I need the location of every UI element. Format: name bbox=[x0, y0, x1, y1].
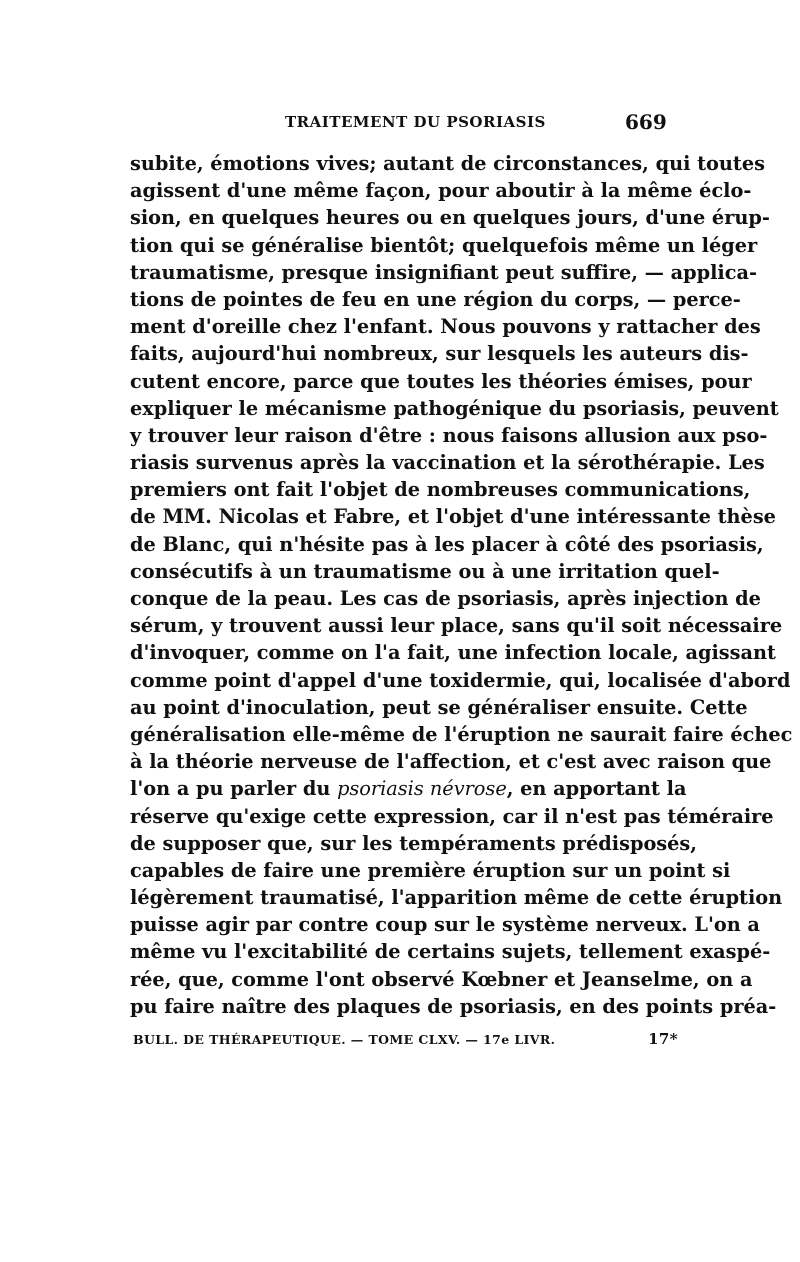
text-line: à la théorie nerveuse de l'affection, et c'est avec raison que bbox=[130, 750, 772, 774]
text-line: expliquer le mécanisme pathogénique du psoriasis, peuvent bbox=[130, 396, 779, 420]
text-line: même vu l'excitabilité de certains sujets, tellement exaspé- bbox=[130, 940, 771, 964]
line-start: l'on a pu parler du bbox=[130, 777, 338, 801]
signature-mark: 17* bbox=[648, 1030, 678, 1048]
body-text bbox=[130, 150, 793, 1020]
text-line: pu faire naître des plaques de psoriasis, en des points préa- bbox=[130, 994, 777, 1018]
page-footer bbox=[133, 1032, 678, 1047]
text-line: conque de la peau. Les cas de psoriasis, après injection de bbox=[130, 587, 761, 610]
text-line: au point d'inoculation, peut se généraliser ensuite. Cette bbox=[130, 695, 748, 719]
text-line: légèrement traumatisé, l'apparition même de cette éruption bbox=[130, 886, 783, 910]
text-line: réserve qu'exige cette expression, car il n'est pas téméraire bbox=[130, 804, 774, 828]
text-line: y trouver leur raison d'être : nous faisons allusion aux pso- bbox=[130, 423, 768, 447]
line-end: , en apportant la bbox=[506, 777, 687, 801]
page-number: 669 bbox=[625, 110, 667, 134]
italic-term: psoriasis névrose bbox=[337, 777, 507, 801]
text-line: de MM. Nicolas et Fabre, et l'objet d'une intéressante thèse bbox=[130, 505, 776, 529]
text-line: premiers ont fait l'objet de nombreuses communications, bbox=[130, 478, 751, 502]
running-title: TRAITEMENT DU PSORIASIS bbox=[285, 113, 546, 131]
text-line-with-italic bbox=[130, 775, 687, 802]
text-line: comme point d'appel d'une toxidermie, qui, localisée d'abord bbox=[130, 668, 791, 692]
text-line: d'invoquer, comme on l'a fait, une infection locale, agissant bbox=[130, 641, 776, 665]
text-line: tion qui se généralise bientôt; quelquefois même un léger bbox=[130, 233, 758, 257]
text-line: de Blanc, qui n'hésite pas à les placer à côté des psoriasis, bbox=[130, 532, 764, 556]
text-line: faits, aujourd'hui nombreux, sur lesquels les auteurs dis- bbox=[130, 342, 749, 366]
text-line: tions de pointes de feu en une région du corps, — perce- bbox=[130, 287, 741, 311]
text-line: rée, que, comme l'ont observé Kœbner et Jeanselme, on a bbox=[130, 967, 753, 991]
footer-text: BULL. DE THÉRAPEUTIQUE. — TOME CLXV. — 17e LIVR. bbox=[133, 1032, 556, 1047]
text-line: cutent encore, parce que toutes les théories émises, pour bbox=[130, 369, 752, 393]
text-line: traumatisme, presque insignifiant peut suffire, — applica- bbox=[130, 260, 757, 284]
text-line: ment d'oreille chez l'enfant. Nous pouvons y rattacher des bbox=[130, 315, 761, 339]
text-line: sérum, y trouvent aussi leur place, sans qu'il soit nécessaire bbox=[130, 614, 783, 638]
text-line: subite, émotions vives; autant de circonstances, qui toutes bbox=[130, 152, 765, 175]
text-line: consécutifs à un traumatisme ou à une irritation quel- bbox=[130, 559, 720, 583]
text-line: généralisation elle-même de l'éruption ne saurait faire échec bbox=[130, 722, 793, 746]
text-line: puisse agir par contre coup sur le système nerveux. L'on a bbox=[130, 913, 760, 937]
text-line: sion, en quelques heures ou en quelques jours, d'une érup- bbox=[130, 206, 770, 230]
text-line: capables de faire une première éruption sur un point si bbox=[130, 858, 731, 882]
text-line: riasis survenus après la vaccination et la sérothérapie. Les bbox=[130, 451, 765, 475]
text-line: de supposer que, sur les tempéraments prédisposés, bbox=[130, 831, 697, 855]
text-line: agissent d'une même façon, pour aboutir à la même éclo- bbox=[130, 179, 752, 203]
